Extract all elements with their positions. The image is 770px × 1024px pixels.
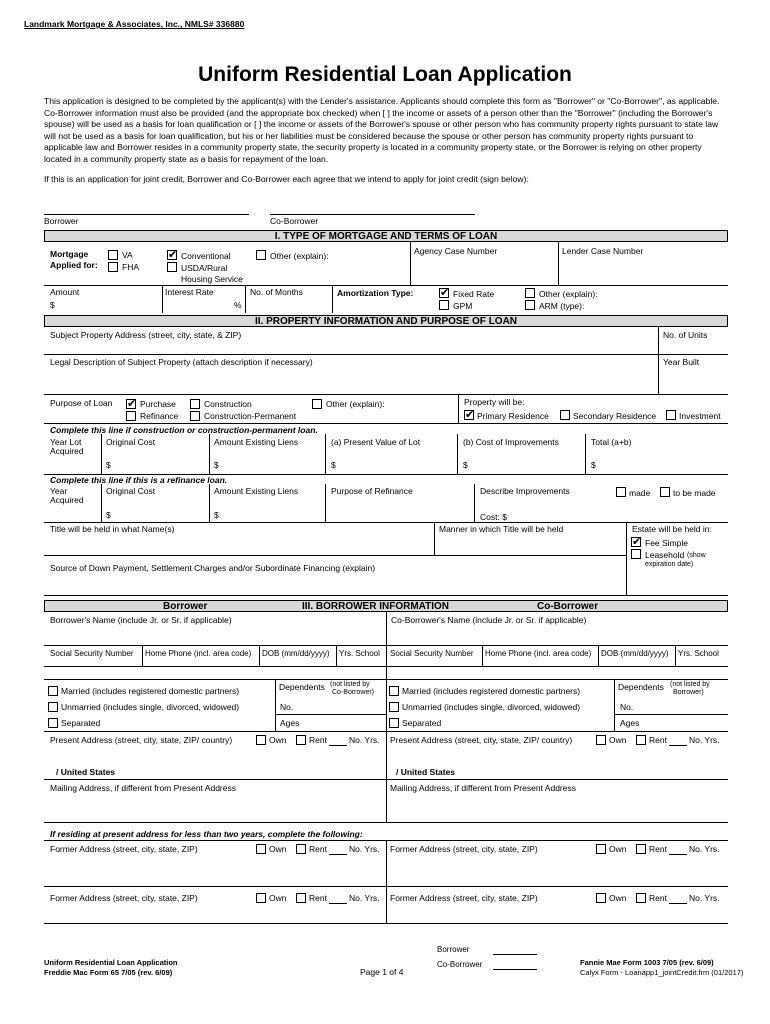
- c-former-own-checkbox-2[interactable]: [596, 893, 606, 903]
- b-former-no-yrs-2: No. Yrs.: [349, 893, 380, 903]
- total-dollar: $: [591, 460, 596, 470]
- num-units-label: No. of Units: [663, 330, 708, 340]
- c-former-rent-label-2: Rent: [649, 893, 667, 903]
- c-separated-label: Separated: [402, 718, 442, 728]
- show-exp-note: (show: [687, 552, 706, 559]
- gpm-label: GPM: [453, 301, 473, 311]
- present-value-label: (a) Present Value of Lot: [331, 437, 421, 447]
- c-former-rent-checkbox-2[interactable]: [636, 893, 646, 903]
- c-rent-label: Rent: [649, 735, 667, 745]
- c-dob-label: DOB (mm/dd/yyyy): [601, 649, 669, 658]
- b-married-checkbox[interactable]: [48, 686, 58, 696]
- c-separated-checkbox[interactable]: [389, 718, 399, 728]
- refi-existing-liens-label: Amount Existing Liens: [214, 486, 299, 496]
- c-former-address-label-1: Former Address (street, city, state, ZIP): [390, 844, 538, 854]
- va-checkbox[interactable]: [108, 250, 118, 260]
- year-lot-label: Year Lot: [50, 437, 82, 447]
- original-cost-dollar: $: [106, 460, 111, 470]
- joint-credit-text: If this is an application for joint credit, Borrower and Co-Borrower each agree that we intend to apply for joint credit (sign below):: [44, 174, 529, 184]
- section3-title: III. BORROWER INFORMATION: [302, 601, 450, 612]
- secondary-residence-label: Secondary Residence: [573, 411, 657, 421]
- refi-original-cost-dollar: $: [106, 510, 111, 520]
- c-borrower-paren: Borrower): [673, 689, 704, 696]
- b-former-no-yrs-1: No. Yrs.: [349, 844, 380, 854]
- investment-checkbox[interactable]: [666, 410, 676, 420]
- two-years-note: If residing at present address for less than two years, complete the following:: [50, 829, 363, 839]
- total-label: Total (a+b): [591, 437, 632, 447]
- c-present-address-label: Present Address (street, city, state, ZIP/ country): [390, 735, 573, 745]
- b-former-rent-label-1: Rent: [309, 844, 327, 854]
- c-ssn-label: Social Security Number: [390, 649, 474, 658]
- c-married-checkbox[interactable]: [389, 686, 399, 696]
- original-cost-label: Original Cost: [106, 437, 156, 447]
- c-dependents-label: Dependents: [618, 682, 664, 692]
- applied-for-label: Applied for:: [50, 260, 98, 270]
- c-married-label: Married (includes registered domestic partners): [402, 686, 581, 696]
- year-label: Year: [50, 486, 68, 496]
- b-united-states: / United States: [56, 767, 116, 777]
- b-former-own-checkbox-2[interactable]: [256, 893, 266, 903]
- construction-checkbox[interactable]: [190, 399, 200, 409]
- other-mortgage-checkbox[interactable]: [256, 250, 266, 260]
- acquired-label: Acquired: [50, 446, 84, 456]
- construction-line-note: Complete this line if construction or construction-permanent loan.: [50, 425, 318, 435]
- b-no-yrs-label: No. Yrs.: [349, 735, 380, 745]
- borrower-signature-label: Borrower: [44, 216, 79, 226]
- footer-borrower-initials: Borrower: [437, 945, 470, 954]
- b-former-address-label-1: Former Address (street, city, state, ZIP): [50, 844, 198, 854]
- made-label: made: [629, 488, 651, 498]
- fee-simple-checkbox[interactable]: [631, 537, 641, 547]
- other-purpose-label: Other (explain):: [326, 399, 385, 409]
- usda-label: USDA/Rural: [181, 263, 228, 273]
- to-be-made-label: to be made: [673, 488, 716, 498]
- c-unmarried-checkbox[interactable]: [389, 702, 399, 712]
- footer-coborrower-initials: Co-Borrower: [437, 960, 483, 969]
- b-dependents-label: Dependents: [279, 682, 325, 692]
- b-dependents-ages: Ages: [280, 718, 300, 728]
- fixed-rate-label: Fixed Rate: [453, 289, 495, 299]
- section1-title: I. TYPE OF MORTGAGE AND TERMS OF LOAN: [44, 230, 728, 242]
- purchase-checkbox[interactable]: [126, 399, 136, 409]
- b-dependents-no: No.: [280, 702, 294, 712]
- present-value-dollar: $: [331, 460, 336, 470]
- other-purpose-checkbox[interactable]: [312, 399, 322, 409]
- other-amort-label: Other (explain):: [539, 289, 598, 299]
- construction-perm-label: Construction-Permanent: [204, 411, 297, 421]
- refinance-line-note: Complete this line if this is a refinance loan.: [50, 475, 228, 485]
- c-not-listed-note: (not listed by: [670, 681, 710, 688]
- b-coborrower-paren: Co-Borrower): [332, 689, 375, 696]
- amortization-label: Amortization Type:: [337, 288, 414, 298]
- fha-label: FHA: [122, 262, 139, 272]
- existing-liens-label: Amount Existing Liens: [214, 437, 299, 447]
- b-married-label: Married (includes registered domestic partners): [61, 686, 240, 696]
- other-mortgage-label: Other (explain):: [270, 251, 329, 261]
- estate-label: Estate will be held in:: [632, 524, 712, 534]
- arm-label: ARM (type):: [539, 301, 585, 311]
- b-former-rent-checkbox-2[interactable]: [296, 893, 306, 903]
- leasehold-checkbox[interactable]: [631, 549, 641, 559]
- primary-residence-label: Primary Residence: [477, 411, 549, 421]
- c-dependents-no: No.: [620, 702, 634, 712]
- b-former-rent-checkbox-1[interactable]: [296, 844, 306, 854]
- investment-label: Investment: [679, 411, 721, 421]
- section3-borrower: Borrower: [163, 601, 208, 612]
- year-built-label: Year Built: [663, 357, 700, 367]
- b-dob-label: DOB (mm/dd/yyyy): [262, 649, 330, 658]
- b-former-own-checkbox-1[interactable]: [256, 844, 266, 854]
- b-separated-label: Separated: [61, 718, 101, 728]
- c-unmarried-label: Unmarried (includes single, divorced, widowed): [402, 702, 581, 712]
- conventional-checkbox[interactable]: [167, 250, 177, 260]
- company-line: Landmark Mortgage & Associates, Inc., NMLS# 336880: [24, 19, 245, 29]
- b-separated-checkbox[interactable]: [48, 718, 58, 728]
- c-former-no-yrs-1: No. Yrs.: [689, 844, 720, 854]
- arm-checkbox[interactable]: [525, 300, 535, 310]
- usda-checkbox[interactable]: [167, 262, 177, 272]
- made-checkbox[interactable]: [616, 487, 626, 497]
- footer-calyx: Calyx Form - Loanapp1_jointCredit.frm (01/2017): [580, 968, 744, 977]
- b-ssn-label: Social Security Number: [50, 649, 134, 658]
- construction-label: Construction: [204, 399, 252, 409]
- b-own-checkbox[interactable]: [256, 735, 266, 745]
- acquired2-label: Acquired: [50, 495, 84, 505]
- b-home-phone-label: Home Phone (incl. area code): [145, 649, 252, 658]
- c-no-yrs-label: No. Yrs.: [689, 735, 720, 745]
- agency-case-label: Agency Case Number: [414, 246, 498, 256]
- b-former-address-label-2: Former Address (street, city, state, ZIP): [50, 893, 198, 903]
- purpose-refi-label: Purpose of Refinance: [331, 486, 413, 496]
- purpose-label: Purpose of Loan: [50, 398, 113, 408]
- b-mailing-label: Mailing Address, if different from Present Address: [50, 783, 236, 793]
- page-title: Uniform Residential Loan Application: [198, 63, 572, 86]
- refinance-checkbox[interactable]: [126, 411, 136, 421]
- interest-rate-label: Interest Rate: [165, 287, 214, 297]
- lender-case-label: Lender Case Number: [562, 246, 644, 256]
- cost-label: Cost: $: [480, 512, 507, 522]
- title-held-label: Title will be held in what Name(s): [50, 524, 175, 534]
- footer-page: Page 1 of 4: [360, 967, 404, 977]
- construction-perm-checkbox[interactable]: [190, 411, 200, 421]
- gpm-checkbox[interactable]: [439, 300, 449, 310]
- b-rent-label: Rent: [309, 735, 327, 745]
- b-not-listed-note: (not listed by: [330, 681, 370, 688]
- purchase-label: Purchase: [140, 399, 176, 409]
- footer-form-name: Uniform Residential Loan Application: [44, 958, 178, 967]
- legal-desc-label: Legal Description of Subject Property (attach description if necessary): [50, 357, 313, 367]
- c-former-address-label-2: Former Address (street, city, state, ZIP): [390, 893, 538, 903]
- footer-fannie: Fannie Mae Form 1003 7/05 (rev. 6/09): [580, 958, 714, 967]
- cost-improvements-dollar: $: [463, 460, 468, 470]
- c-yrs-school-label: Yrs. School: [678, 649, 719, 658]
- va-label: VA: [122, 250, 133, 260]
- secondary-residence-checkbox[interactable]: [560, 410, 570, 420]
- existing-liens-dollar: $: [214, 460, 219, 470]
- c-former-rent-label-1: Rent: [649, 844, 667, 854]
- c-own-checkbox[interactable]: [596, 735, 606, 745]
- c-former-own-checkbox-1[interactable]: [596, 844, 606, 854]
- coborrower-name-label: Co-Borrower's Name (include Jr. or Sr. if applicable): [391, 615, 587, 625]
- c-former-own-label-2: Own: [609, 893, 627, 903]
- property-will-be-label: Property will be:: [464, 397, 525, 407]
- c-united-states: / United States: [396, 767, 456, 777]
- cost-improvements-label: (b) Cost of Improvements: [463, 437, 559, 447]
- interest-percent: %: [234, 300, 242, 310]
- c-home-phone-label: Home Phone (incl. area code): [485, 649, 592, 658]
- c-dependents-ages: Ages: [620, 718, 640, 728]
- refinance-label: Refinance: [140, 411, 179, 421]
- leasehold-label: Leasehold: [645, 550, 685, 560]
- section3-coborrower: Co-Borrower: [537, 601, 599, 612]
- amount-dollar: $: [50, 300, 55, 310]
- b-former-own-label-2: Own: [269, 893, 287, 903]
- num-months-label: No. of Months: [250, 287, 303, 297]
- b-yrs-school-label: Yrs. School: [339, 649, 380, 658]
- refi-existing-liens-dollar: $: [214, 510, 219, 520]
- housing-service-label: Housing Service: [181, 274, 243, 284]
- b-former-rent-label-2: Rent: [309, 893, 327, 903]
- fee-simple-label: Fee Simple: [645, 538, 688, 548]
- c-mailing-label: Mailing Address, if different from Present Address: [390, 783, 576, 793]
- amount-label: Amount: [50, 287, 80, 297]
- other-amort-checkbox[interactable]: [525, 288, 535, 298]
- b-unmarried-checkbox[interactable]: [48, 702, 58, 712]
- to-be-made-checkbox[interactable]: [660, 487, 670, 497]
- coborrower-signature-label: Co-Borrower: [270, 216, 319, 226]
- mortgage-label: Mortgage: [50, 249, 89, 259]
- primary-residence-checkbox[interactable]: [464, 410, 474, 420]
- conventional-label: Conventional: [181, 251, 231, 261]
- c-former-no-yrs-2: No. Yrs.: [689, 893, 720, 903]
- b-former-own-label-1: Own: [269, 844, 287, 854]
- source-down-label: Source of Down Payment, Settlement Charges and/or Subordinate Financing (explain): [50, 563, 376, 573]
- fha-checkbox[interactable]: [108, 262, 118, 272]
- exp-date-note: expiration date): [645, 561, 694, 568]
- c-rent-checkbox[interactable]: [636, 735, 646, 745]
- borrower-name-label: Borrower's Name (include Jr. or Sr. if applicable): [50, 615, 232, 625]
- c-own-label: Own: [609, 735, 627, 745]
- c-former-own-label-1: Own: [609, 844, 627, 854]
- b-rent-checkbox[interactable]: [296, 735, 306, 745]
- describe-improvements-label: Describe Improvements: [480, 486, 570, 496]
- footer-freddie: Freddie Mac Form 65 7/05 (rev. 6/09): [44, 968, 173, 977]
- b-present-address-label: Present Address (street, city, state, ZIP/ country): [50, 735, 233, 745]
- subject-address-label: Subject Property Address (street, city, state, & ZIP): [50, 330, 242, 340]
- refi-original-cost-label: Original Cost: [106, 486, 156, 496]
- manner-label: Manner in which Title will be held: [439, 524, 564, 534]
- fixed-rate-checkbox[interactable]: [439, 288, 449, 298]
- section2-title: II. PROPERTY INFORMATION AND PURPOSE OF LOAN: [44, 315, 728, 327]
- intro-paragraph: This application is designed to be completed by the applicant(s) with the Lender's assistance. Applicants should complete this form as "Borrower" or "Co-Borrower", as applicable. Co-Borrower information must also be provided (and the appropriate box checked) when [ ] the income or assets of a person other than the "Borrower" (including the Borrower's spouse) will be used as a basis for loan qualification or [ ] the income or assets of the Borrower's spouse or other person who has community property rights pursuant to state law will not be used as a basis for loan qualification, but his or her liabilities must be considered because the spouse or other person has community property rights pursuant to applicable law and Borrower resides in a community property state, the security property is located in a community property state, or the Borrower is relying on other property located in a community property state as a basis for repayment of the loan.: [44, 96, 720, 164]
- b-own-label: Own: [269, 735, 287, 745]
- b-unmarried-label: Unmarried (includes single, divorced, widowed): [61, 702, 240, 712]
- c-former-rent-checkbox-1[interactable]: [636, 844, 646, 854]
